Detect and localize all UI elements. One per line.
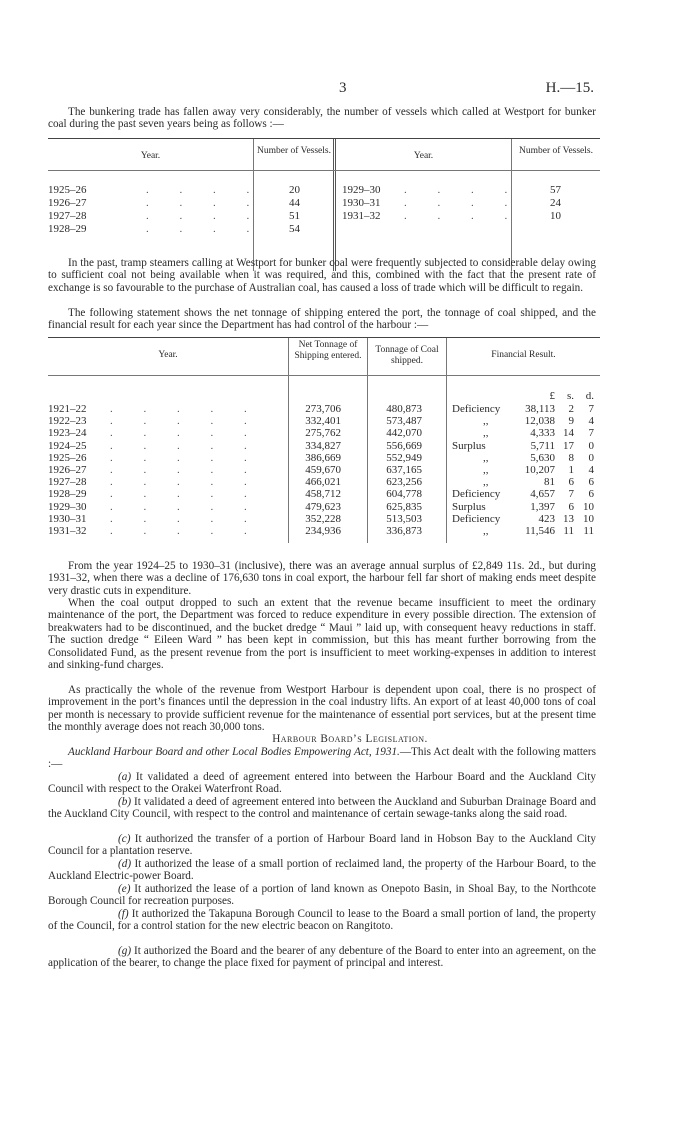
- finance-result-label: ,,: [483, 427, 489, 440]
- finance-shillings: 13: [563, 512, 574, 525]
- finance-net-tonnage: 479,623: [305, 500, 341, 513]
- finance-shillings: 6: [568, 500, 574, 513]
- finance-result-label: ,,: [483, 525, 489, 537]
- finance-net-tonnage: 352,228: [305, 512, 341, 525]
- act-title: Auckland Harbour Board and other Local Bodies Empowering Act, 1931.: [68, 746, 400, 758]
- finance-year: 1925–26: [48, 451, 87, 464]
- paragraph-revenue: As practically the whole of the revenue from Westport Harbour is dependent upon coal, there is no prospect of improvement in the port’s finances until the depression in the coal industry lifts. An export of at least 40,000 tons of coal per month is necessary to provide sufficient revenue for the maintenance of essential port services, but at the present time the monthly average does not reach 30,000 tons.: [48, 684, 596, 734]
- finance-result-label: ,,: [483, 464, 489, 476]
- leader-dots: . . . . .: [110, 427, 261, 440]
- finance-year: 1931–32: [48, 525, 87, 537]
- finance-shillings: 1: [568, 464, 574, 476]
- finance-pence: 11: [583, 525, 594, 537]
- legislation-item: [48, 796, 596, 821]
- finance-pounds: 81: [544, 476, 555, 489]
- finance-net-tonnage: 332,401: [305, 415, 341, 428]
- finance-result-label: Deficiency: [452, 488, 501, 501]
- finance-coal-tonnage: 556,669: [386, 439, 422, 452]
- finance-coal-tonnage: 336,873: [386, 525, 422, 537]
- vessels-year: 1926–27: [48, 197, 87, 209]
- finance-result-label: ,,: [483, 415, 489, 428]
- finance-net-tonnage: 334,827: [305, 439, 341, 452]
- vessels-header-number-left: Number of Vessels.: [257, 146, 331, 156]
- finance-coal-tonnage: 604,778: [386, 488, 422, 501]
- vessels-year: 1925–26: [48, 184, 87, 196]
- finance-shillings: 9: [568, 415, 574, 428]
- finance-shillings: 17: [563, 439, 574, 452]
- finance-pounds: 5,630: [530, 451, 555, 464]
- leader-dots: . . . . .: [110, 488, 261, 501]
- finance-coal-tonnage: 442,070: [386, 427, 422, 440]
- finance-coal-tonnage: 513,503: [386, 512, 422, 525]
- legislation-item: [48, 908, 596, 933]
- legislation-item: [48, 945, 596, 970]
- finance-year: 1930–31: [48, 512, 87, 525]
- finance-header-net-tonnage: Net Tonnage of Shipping entered.: [294, 340, 362, 361]
- finance-net-tonnage: 275,762: [305, 427, 341, 440]
- finance-pounds: 12,038: [524, 415, 555, 428]
- finance-pence: 4: [588, 464, 594, 476]
- vessels-table-divider: [333, 139, 336, 271]
- item-marker: (d): [118, 858, 135, 870]
- finance-pounds: 4,657: [530, 488, 555, 501]
- item-marker: (g): [118, 945, 134, 957]
- vessels-year: 1929–30: [342, 184, 381, 196]
- finance-net-tonnage: 273,706: [305, 403, 341, 415]
- finance-shillings: 2: [568, 403, 574, 415]
- paragraph-following-statement: The following statement shows the net tonnage of shipping entered the port, the tonnage of coal shipped, and the financial result for each year since the Department has had control of the harbour :—: [48, 307, 596, 332]
- finance-net-tonnage: 466,021: [305, 476, 341, 489]
- vessels-header-year-left: Year.: [140, 151, 161, 161]
- finance-pounds: 11,546: [525, 525, 555, 537]
- leader-dots: . . . . .: [110, 439, 261, 452]
- vessels-count: 51: [289, 210, 300, 222]
- finance-pence: 4: [588, 415, 594, 428]
- vessels-count: 54: [289, 223, 300, 235]
- finance-pounds: 38,113: [525, 403, 555, 415]
- vessels-count: 10: [550, 210, 561, 222]
- vessels-year: 1931–32: [342, 210, 381, 222]
- paragraph-average-surplus: From the year 1924–25 to 1930–31 (inclusive), there was an average annual surplus of £2,849 11s. 2d., but during 1931–32, when there was a decline of 176,630 tons in coal export, the harbour fell far short of making ends meet despite very drastic cuts in expenditure.: [48, 560, 596, 597]
- currency-shillings: s.: [566, 390, 574, 402]
- leader-dots: . . . . .: [110, 476, 261, 489]
- finance-result-label: Deficiency: [452, 512, 501, 525]
- finance-header-coal-tonnage: Tonnage of Coal shipped.: [375, 345, 439, 366]
- finance-pounds: 5,711: [530, 439, 555, 452]
- item-text: It validated a deed of agreement entered into between the Harbour Board and the Auckland City Council with respect to the Orakei Waterfront Road.: [48, 771, 596, 796]
- finance-shillings: 8: [568, 451, 574, 464]
- item-marker: (c): [118, 833, 135, 845]
- item-marker: (a): [118, 771, 136, 783]
- legislation-item: [48, 771, 596, 796]
- finance-pence: 0: [588, 451, 594, 464]
- finance-result-label: Deficiency: [452, 403, 501, 415]
- vessels-year: 1930–31: [342, 197, 381, 209]
- vessels-header-year-right: Year.: [413, 151, 434, 161]
- leader-dots: . . . . .: [110, 403, 261, 415]
- finance-year: 1924–25: [48, 439, 87, 452]
- finance-pence: 0: [588, 439, 594, 452]
- finance-coal-tonnage: 480,873: [386, 403, 422, 415]
- finance-coal-tonnage: 623,256: [386, 476, 422, 489]
- finance-year: 1921–22: [48, 403, 87, 415]
- finance-year: 1927–28: [48, 476, 87, 489]
- finance-pence: 7: [588, 427, 594, 440]
- finance-pence: 10: [583, 512, 594, 525]
- leader-dots: . . . . .: [110, 512, 261, 525]
- vessels-year: 1928–29: [48, 223, 87, 235]
- finance-shillings: 14: [563, 427, 574, 440]
- vessels-header-number-right: Number of Vessels.: [519, 146, 593, 156]
- finance-year: 1928–29: [48, 488, 87, 501]
- finance-year: 1929–30: [48, 500, 87, 513]
- leader-dots: . . . . .: [110, 500, 261, 513]
- act-paragraph: [48, 746, 596, 771]
- paragraph-coal-output: When the coal output dropped to such an extent that the revenue became insufficient to meet the ordinary maintenance of the port, the Department was forced to reduce expenditure in every possible direction. The extension of breakwaters had to be discontinued, and the bucket dredge “ Maui ” laid up, with consequent heavy reductions in staff. The suction dredge “ Eileen Ward ” has been kept in commission, but this has meant further borrowing from the Consolidated Fund, as the present revenue from the port is insufficient to meet working-expenses in addition to interest and sinking-fund charges.: [48, 597, 596, 672]
- finance-result-label: ,,: [483, 451, 489, 464]
- finance-shillings: 11: [563, 525, 574, 537]
- finance-year: 1922–23: [48, 415, 87, 428]
- item-text: It authorized the Board and the bearer of any debenture of the Board to enter into an agreement, on the application of the bearer, to change the place fixed for payment of principal and interest.: [48, 945, 597, 970]
- item-marker: (b): [118, 796, 135, 808]
- item-text: It authorized the transfer of a portion of Harbour Board land in Hobson Bay to the Auckland City Council for a plantation reserve.: [48, 833, 596, 858]
- finance-header-year: Year.: [158, 350, 178, 360]
- finance-pence: 7: [588, 403, 594, 415]
- paragraph-tramp-steamers: In the past, tramp steamers calling at Westport for bunker coal were frequently subjected to considerable delay owing to sufficient coal not being available when it was required, and this, combined with the fact that the present rate of exchange is so favourable to the purchase of Australian coal, has caused a loss of trade which will be difficult to regain.: [48, 257, 596, 294]
- finance-net-tonnage: 459,670: [305, 464, 341, 476]
- finance-pence: 10: [583, 500, 594, 513]
- finance-result-label: Surplus: [452, 500, 486, 513]
- finance-pounds: 1,397: [530, 500, 555, 513]
- vessels-table-top-rule: [48, 138, 600, 139]
- item-marker: (e): [118, 883, 135, 895]
- item-text: It authorized the lease of a small portion of reclaimed land, the property of the Harbour Board, to the Auckland Electric-power Board.: [48, 858, 597, 883]
- vessels-count: 24: [550, 197, 561, 209]
- leader-dots: . . . . .: [110, 415, 261, 428]
- leader-dots: . . . . .: [110, 464, 261, 476]
- finance-year: 1923–24: [48, 427, 87, 440]
- finance-coal-tonnage: 625,835: [386, 500, 422, 513]
- page-number: 3: [339, 80, 347, 96]
- vessels-year: 1927–28: [48, 210, 87, 222]
- document-reference: H.—15.: [545, 80, 594, 96]
- currency-pounds: £: [549, 390, 555, 402]
- item-text: It authorized the lease of a portion of land known as Onepoto Basin, in Shoal Bay, to the Northcote Borough Council for recreation purposes.: [48, 883, 597, 908]
- vessels-count: 20: [289, 184, 300, 196]
- vessels-count: 44: [289, 197, 300, 209]
- finance-shillings: 6: [568, 476, 574, 489]
- intro-paragraph: The bunkering trade has fallen away very considerably, the number of vessels which called at Westport for bunker coal during the past seven years being as follows :—: [48, 106, 596, 131]
- finance-result-label: Surplus: [452, 439, 486, 452]
- finance-net-tonnage: 234,936: [305, 525, 341, 537]
- finance-shillings: 7: [568, 488, 574, 501]
- vessels-count: 57: [550, 184, 561, 196]
- finance-pence: 6: [588, 488, 594, 501]
- act-intro: —This Act dealt with the following matters :—: [48, 746, 596, 771]
- finance-coal-tonnage: 573,487: [386, 415, 422, 428]
- leader-dots: . . . . .: [110, 451, 261, 464]
- legislation-item: [48, 833, 596, 858]
- section-heading-legislation: Harbour Board’s Legislation.: [272, 733, 428, 745]
- finance-result-label: ,,: [483, 476, 489, 489]
- finance-net-tonnage: 386,669: [305, 451, 341, 464]
- finance-pence: 6: [588, 476, 594, 489]
- item-text: It authorized the Takapuna Borough Council to lease to the Board a small portion of land, the property of the Council, for a control station for the new electric beacon on Rangitoto.: [48, 908, 596, 933]
- legislation-item: [48, 883, 596, 908]
- finance-header-financial-result: Financial Result.: [491, 350, 556, 360]
- item-marker: (f): [118, 908, 132, 920]
- finance-pounds: 4,333: [530, 427, 555, 440]
- currency-pence: d.: [585, 390, 594, 402]
- finance-net-tonnage: 458,712: [305, 488, 341, 501]
- item-text: It validated a deed of agreement entered into between the Auckland and Suburban Drainage Board and the Auckland City Council, with respect to the control and maintenance of certain sewage-tanks along the said road.: [48, 796, 596, 821]
- legislation-item: [48, 858, 596, 883]
- finance-pounds: 423: [538, 512, 555, 525]
- finance-coal-tonnage: 552,949: [386, 451, 422, 464]
- leader-dots: . . . . .: [110, 525, 261, 537]
- document-page: 3 H.—15. The bunkering trade has fallen away very considerably, the number of vessels which called at Westport for bunker coal during the past seven years being as follows :— Year. Number of Vessels. Year. Number of Vessels. 1925–26 . . . . 20 1926–27 . . . . 44 1927–28 . . . . 51 1928–29 . . . . 54 1929–30 . . . . 57 1930–31 . . . . 24 1931–32 . . . . 10 In the past, tramp steamers calling at Westport for bunker coal were frequently subjected to considerable delay owing to sufficient coal not being available when it was required, and this, combined with the fact that the present rate of exchange is so favourable to the purchase of Australian coal, has caused a loss of trade which will be difficult to regain. The following statement shows the net tonnage of shipping entered the port, the tonnage of coal shipped, and the financial result for each year since the Department has had control of the harbour :— Year. Net Tonnage of Shipping entered. Tonnage of Coal shipped. Financial Result. £ s. d. 1921–22 . . . . . 273,706 480,873 Deficiency 38,113 2 7 1922–23 . . . . . 332,401 573,487 ,, 12,038 9 4 1923–24 . . . . . 275,762 442,070 ,, 4,333 14 7 1924–25 . . . . . 334,827 556,669 Surplus 5,711 17 0 1925–26 . . . . . 386,669 552,949 ,, 5,630 8 0 1926–27 . . . . . 459,670 637,165 ,, 10,207 1 4 1927–28 . . . . . 466,021 623,256 ,, 81 6 6 1928–29 . . . . . 458,712 604,778 Deficiency 4,657 7 6 1929–30 . . . . . 479,623 625,835 Surplus 1,397 6 10 1930–31 . . . . . 352,228 513,503 Deficiency 423 13 10 1931–32 . . . . . 234,936 336,873 ,, 11,546 11 11 From the year 1924–25 to 1930–31 (inclusive), there was an average annual surplus of £2,849 11s. 2d., but during 1931–32, when there was a decline of 176,630 tons in coal export, the harbour fell far short of making ends meet despite very drastic cuts in expenditure. When the coal output dropped to such an extent that the revenue became insufficient to meet the ordinary maintenance of the port, the Department was forced to reduce expenditure in every possible direction. The extension of breakwaters had to be discontinued, and the bucket dredge “ Maui ” laid up, with consequent heavy reductions in staff. The suction dredge “ Eileen Ward ” has been kept in commission, but this has meant further borrowing from the Consolidated Fund, as the present revenue from the port is insufficient to meet working-expenses in addition to interest and sinking-fund charges. As practically the whole of the revenue from Westport Harbour is dependent upon coal, there is no prospect of improvement in the port’s finances until the depression in the coal industry lifts. An export of at least 40,000 tons of coal per month is necessary to provide sufficient revenue for the maintenance of essential port services, but at the present time the monthly average does not reach 30,000 tons. Harbour Board’s Legislation. Auckland Harbour Board and other Local Bodies Empowering Act, 1931.—This Act dealt with the following matters :— (a) It validated a deed of agreement entered into between the Harbour Board and the Auckland City Council with respect to the Orakei Waterfront Road. (b) It validated a deed of agreement entered into between the Auckland and Suburban Drainage Board and the Auckland City Council, with respect to the control and maintenance of certain sewage-tanks along the said road. (c) It authorized the transfer of a portion of Harbour Board land in Hobson Bay to the Auckland City Council for a plantation reserve. (d) It authorized the lease of a small portion of reclaimed land, the property of the Harbour Board, to the Auckland Electric-power Board. (e) It authorized the lease of a portion of land known as Onepoto Basin, in Shoal Bay, to the Northcote Borough Council for recreation purposes. (f) It authorized the Takapuna Borough Council to lease to the Board a small portion of land, the property of the Council, for a control station for the new electric beacon on Rangitoto. (g) It authorized the Board and the bearer of any debenture of the Board to enter into an agreement, on the application of the bearer, to change the place fixed for payment of principal and interest.: [0, 0, 700, 1131]
- finance-coal-tonnage: 637,165: [386, 464, 422, 476]
- finance-year: 1926–27: [48, 464, 87, 476]
- finance-pounds: 10,207: [524, 464, 555, 476]
